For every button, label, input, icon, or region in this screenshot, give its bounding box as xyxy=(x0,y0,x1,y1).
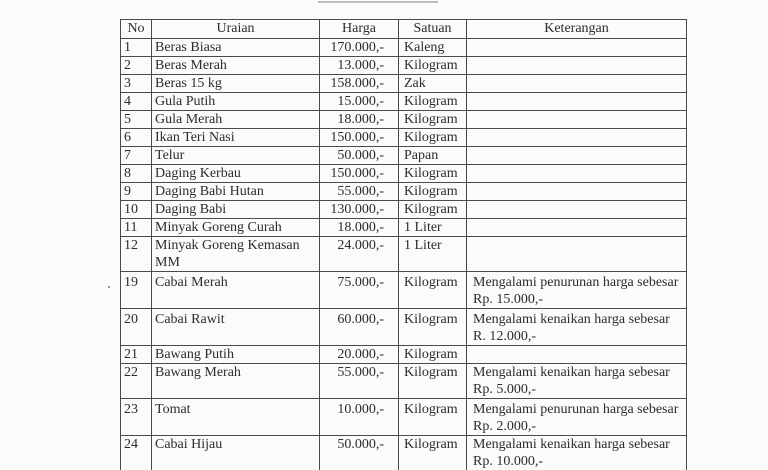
cell-no: 6 xyxy=(121,129,152,147)
table-row xyxy=(121,346,687,364)
cell-keterangan xyxy=(467,57,687,75)
cell-harga: 18.000,- xyxy=(320,111,399,129)
cell-satuan: Kilogram xyxy=(399,309,467,346)
cell-harga: 15.000,- xyxy=(320,93,399,111)
cell-keterangan xyxy=(467,93,687,111)
cell-no: 22 xyxy=(121,364,152,399)
scan-speck xyxy=(108,286,110,288)
table-row xyxy=(121,39,687,57)
cell-satuan: Kilogram xyxy=(399,399,467,436)
cell-no: 20 xyxy=(121,309,152,346)
cell-satuan: Kilogram xyxy=(399,93,467,111)
header-row xyxy=(121,20,687,39)
cell-harga: 150.000,- xyxy=(320,129,399,147)
table-row xyxy=(121,57,687,75)
price-table xyxy=(120,19,687,470)
table-row xyxy=(121,201,687,219)
table-row xyxy=(121,237,687,272)
cell-harga: 75.000,- xyxy=(320,272,399,309)
table-row xyxy=(121,399,687,436)
cell-no: 9 xyxy=(121,183,152,201)
cell-no: 7 xyxy=(121,147,152,165)
cell-uraian: Gula Putih xyxy=(152,93,320,111)
table-row xyxy=(121,272,687,309)
cell-satuan: Kilogram xyxy=(399,57,467,75)
cell-uraian: Tomat xyxy=(152,399,320,436)
cell-satuan: Kilogram xyxy=(399,272,467,309)
cell-harga: 55.000,- xyxy=(320,183,399,201)
cell-harga: 158.000,- xyxy=(320,75,399,93)
header-no: No xyxy=(121,20,152,39)
cell-harga: 130.000,- xyxy=(320,201,399,219)
header-keterangan: Keterangan xyxy=(467,20,687,39)
table-row xyxy=(121,75,687,93)
cell-uraian: Minyak Goreng Kemasan MM xyxy=(152,237,320,272)
table-body xyxy=(121,39,687,470)
cell-no: 8 xyxy=(121,165,152,183)
cell-no: 24 xyxy=(121,436,152,470)
cell-uraian: Beras Biasa xyxy=(152,39,320,57)
table-row xyxy=(121,183,687,201)
cell-uraian: Bawang Merah xyxy=(152,364,320,399)
cell-uraian: Beras Merah xyxy=(152,57,320,75)
table-row xyxy=(121,436,687,470)
cell-keterangan xyxy=(467,111,687,129)
cell-keterangan: Mengalami penurunan harga sebesar Rp. 15.000,- xyxy=(467,272,687,309)
cell-harga: 150.000,- xyxy=(320,165,399,183)
cell-satuan: Kilogram xyxy=(399,165,467,183)
cell-satuan: Kilogram xyxy=(399,129,467,147)
table-header xyxy=(121,20,687,39)
cell-harga: 50.000,- xyxy=(320,436,399,470)
table-row xyxy=(121,147,687,165)
cell-no: 11 xyxy=(121,219,152,237)
cell-no: 5 xyxy=(121,111,152,129)
cell-harga: 170.000,- xyxy=(320,39,399,57)
header-uraian: Uraian xyxy=(152,20,320,39)
header-harga: Harga xyxy=(320,20,399,39)
cell-keterangan xyxy=(467,346,687,364)
cell-no: 21 xyxy=(121,346,152,364)
cell-satuan: Kilogram xyxy=(399,183,467,201)
cell-satuan: Zak xyxy=(399,75,467,93)
table-row xyxy=(121,129,687,147)
cell-no: 19 xyxy=(121,272,152,309)
cell-no: 3 xyxy=(121,75,152,93)
cell-keterangan: Mengalami kenaikan harga sebesar R. 12.000,- xyxy=(467,309,687,346)
cropped-heading-remnant xyxy=(318,0,438,6)
cell-satuan: Kaleng xyxy=(399,39,467,57)
cell-uraian: Daging Babi xyxy=(152,201,320,219)
table-row xyxy=(121,111,687,129)
cell-keterangan xyxy=(467,237,687,272)
cell-satuan: Kilogram xyxy=(399,346,467,364)
table-row xyxy=(121,219,687,237)
cell-keterangan xyxy=(467,39,687,57)
cell-harga: 60.000,- xyxy=(320,309,399,346)
cell-no: 2 xyxy=(121,57,152,75)
cell-uraian: Daging Kerbau xyxy=(152,165,320,183)
cell-keterangan xyxy=(467,75,687,93)
cell-uraian: Gula Merah xyxy=(152,111,320,129)
cell-harga: 55.000,- xyxy=(320,364,399,399)
cell-satuan: 1 Liter xyxy=(399,219,467,237)
cell-uraian: Ikan Teri Nasi xyxy=(152,129,320,147)
cell-no: 10 xyxy=(121,201,152,219)
cell-uraian: Cabai Rawit xyxy=(152,309,320,346)
cell-keterangan: Mengalami kenaikan harga sebesar Rp. 10.000,- xyxy=(467,436,687,470)
table-row xyxy=(121,309,687,346)
cell-keterangan xyxy=(467,165,687,183)
cell-keterangan xyxy=(467,201,687,219)
table-row xyxy=(121,364,687,399)
cell-keterangan: Mengalami kenaikan harga sebesar Rp. 5.000,- xyxy=(467,364,687,399)
cell-no: 4 xyxy=(121,93,152,111)
cell-no: 23 xyxy=(121,399,152,436)
cell-uraian: Daging Babi Hutan xyxy=(152,183,320,201)
table-row xyxy=(121,93,687,111)
cell-uraian: Minyak Goreng Curah xyxy=(152,219,320,237)
cell-harga: 24.000,- xyxy=(320,237,399,272)
cell-uraian: Bawang Putih xyxy=(152,346,320,364)
cell-keterangan: Mengalami penurunan harga sebesar Rp. 2.000,- xyxy=(467,399,687,436)
cell-no: 1 xyxy=(121,39,152,57)
cell-harga: 10.000,- xyxy=(320,399,399,436)
cell-keterangan xyxy=(467,147,687,165)
cell-uraian: Telur xyxy=(152,147,320,165)
cell-uraian: Cabai Merah xyxy=(152,272,320,309)
cell-harga: 18.000,- xyxy=(320,219,399,237)
cell-no: 12 xyxy=(121,237,152,272)
cell-harga: 50.000,- xyxy=(320,147,399,165)
cell-satuan: Kilogram xyxy=(399,111,467,129)
cell-satuan: Kilogram xyxy=(399,364,467,399)
table-row xyxy=(121,165,687,183)
cell-keterangan xyxy=(467,129,687,147)
cell-harga: 20.000,- xyxy=(320,346,399,364)
cell-satuan: Kilogram xyxy=(399,436,467,470)
cell-keterangan xyxy=(467,183,687,201)
cell-satuan: 1 Liter xyxy=(399,237,467,272)
cell-satuan: Papan xyxy=(399,147,467,165)
cell-keterangan xyxy=(467,219,687,237)
cell-uraian: Beras 15 kg xyxy=(152,75,320,93)
cell-uraian: Cabai Hijau xyxy=(152,436,320,470)
header-satuan: Satuan xyxy=(399,20,467,39)
cell-satuan: Kilogram xyxy=(399,201,467,219)
cell-harga: 13.000,- xyxy=(320,57,399,75)
